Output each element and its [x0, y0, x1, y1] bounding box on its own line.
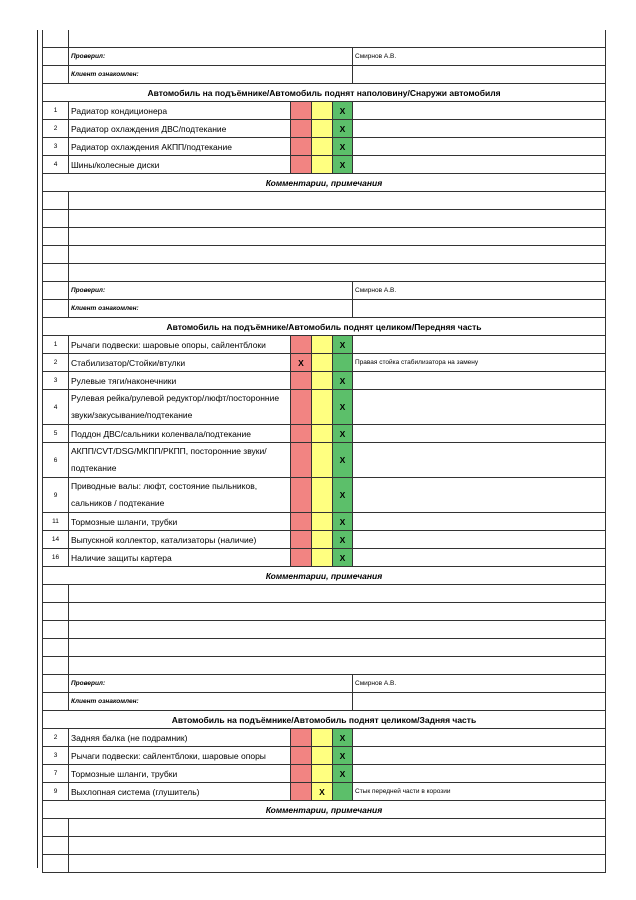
- table-row: [43, 657, 606, 675]
- section-title: Автомобиль на подъёмнике/Автомобиль поднят наполовину/Снаружи автомобиля: [43, 84, 606, 102]
- item-label: Тормозные шланги, трубки: [69, 765, 291, 783]
- status-red-cell[interactable]: [291, 765, 312, 783]
- table-row: [43, 192, 606, 210]
- item-comment[interactable]: [353, 478, 606, 513]
- table-row: [43, 138, 606, 156]
- item-label: Рычаги подвески: сайлентблоки, шаровые опоры: [69, 747, 291, 765]
- item-comment[interactable]: [353, 390, 606, 425]
- table-row: [43, 390, 606, 425]
- item-number: 1: [43, 102, 69, 120]
- item-number: 2: [43, 729, 69, 747]
- item-label: Тормозные шланги, трубки: [69, 513, 291, 531]
- client-signature[interactable]: [353, 693, 606, 711]
- status-yellow-cell[interactable]: [312, 549, 333, 567]
- status-yellow-cell[interactable]: [312, 443, 333, 478]
- status-green-cell[interactable]: X: [333, 102, 353, 120]
- status-red-cell[interactable]: [291, 729, 312, 747]
- table-row: [43, 819, 606, 837]
- item-number: 3: [43, 747, 69, 765]
- blank-cell[interactable]: [69, 246, 606, 264]
- blank-cell[interactable]: [69, 621, 606, 639]
- item-label: Шины/колесные диски: [69, 156, 291, 174]
- table-row: [43, 210, 606, 228]
- status-red-cell[interactable]: [291, 783, 312, 801]
- item-comment[interactable]: [353, 120, 606, 138]
- client-signature[interactable]: [353, 66, 606, 84]
- table-row: [43, 783, 606, 801]
- item-label: Радиатор охлаждения ДВС/подтекание: [69, 120, 291, 138]
- item-number: 7: [43, 765, 69, 783]
- item-comment[interactable]: [353, 729, 606, 747]
- checked-label: Проверил:: [69, 675, 353, 693]
- num-cell: [43, 30, 69, 48]
- status-green-cell[interactable]: X: [333, 390, 353, 425]
- item-label: Стабилизатор/Стойки/втулки: [69, 354, 291, 372]
- num-cell: [43, 837, 69, 855]
- status-yellow-cell[interactable]: [312, 138, 333, 156]
- item-label: Рулевые тяги/наконечники: [69, 372, 291, 390]
- status-green-cell[interactable]: X: [333, 747, 353, 765]
- table-row: [43, 549, 606, 567]
- num-cell: [43, 819, 69, 837]
- num-cell: [43, 264, 69, 282]
- status-green-cell[interactable]: X: [333, 549, 353, 567]
- client-signature[interactable]: [353, 300, 606, 318]
- status-yellow-cell[interactable]: [312, 390, 333, 425]
- status-yellow-cell[interactable]: [312, 336, 333, 354]
- blank-cell[interactable]: [69, 192, 606, 210]
- table-row: [43, 336, 606, 354]
- blank-cell[interactable]: [69, 657, 606, 675]
- comments-header: Комментарии, примечания: [43, 174, 606, 192]
- table-row: [43, 478, 606, 513]
- table-row: [43, 531, 606, 549]
- table-row: [43, 84, 606, 102]
- table-row: [43, 372, 606, 390]
- status-green-cell[interactable]: X: [333, 372, 353, 390]
- comments-header: Комментарии, примечания: [43, 801, 606, 819]
- blank-cell[interactable]: [69, 264, 606, 282]
- status-yellow-cell[interactable]: [312, 156, 333, 174]
- table-row: [43, 639, 606, 657]
- status-red-cell[interactable]: [291, 443, 312, 478]
- status-green-cell[interactable]: X: [333, 478, 353, 513]
- status-yellow-cell[interactable]: X: [312, 783, 333, 801]
- inspector-name: Смирнов А.В.: [353, 675, 606, 693]
- item-number: 9: [43, 478, 69, 513]
- num-cell: [43, 639, 69, 657]
- status-green-cell[interactable]: [333, 354, 353, 372]
- blank-cell[interactable]: [69, 603, 606, 621]
- comments-header: Комментарии, примечания: [43, 567, 606, 585]
- status-green-cell[interactable]: X: [333, 513, 353, 531]
- status-yellow-cell[interactable]: [312, 765, 333, 783]
- status-green-cell[interactable]: X: [333, 156, 353, 174]
- item-label: Радиатор кондиционера: [69, 102, 291, 120]
- client-ack-label: Клиент ознакомлен:: [69, 66, 353, 84]
- status-yellow-cell[interactable]: [312, 354, 333, 372]
- status-green-cell[interactable]: X: [333, 443, 353, 478]
- inspector-name: Смирнов А.В.: [353, 282, 606, 300]
- num-cell: [43, 66, 69, 84]
- status-red-cell[interactable]: [291, 120, 312, 138]
- status-green-cell[interactable]: X: [333, 765, 353, 783]
- status-green-cell[interactable]: X: [333, 336, 353, 354]
- status-yellow-cell[interactable]: [312, 531, 333, 549]
- inspector-name: Смирнов А.В.: [353, 48, 606, 66]
- blank-cell[interactable]: [69, 855, 606, 873]
- table-row: [43, 621, 606, 639]
- table-row: [43, 585, 606, 603]
- table-row: [43, 174, 606, 192]
- status-yellow-cell[interactable]: [312, 747, 333, 765]
- table-row: [43, 246, 606, 264]
- table-row: [43, 765, 606, 783]
- blank-cell: [69, 30, 606, 48]
- table-row: [43, 354, 606, 372]
- num-cell: [43, 621, 69, 639]
- table-row: [43, 48, 606, 66]
- item-label: Радиатор охлаждения АКПП/подтекание: [69, 138, 291, 156]
- status-red-cell[interactable]: [291, 390, 312, 425]
- item-comment[interactable]: [353, 102, 606, 120]
- item-comment[interactable]: [353, 138, 606, 156]
- num-cell: [43, 585, 69, 603]
- table-row: [43, 747, 606, 765]
- status-red-cell[interactable]: [291, 549, 312, 567]
- item-number: 2: [43, 354, 69, 372]
- status-red-cell[interactable]: [291, 102, 312, 120]
- status-green-cell[interactable]: X: [333, 729, 353, 747]
- table-row: [43, 318, 606, 336]
- num-cell: [43, 246, 69, 264]
- num-cell: [43, 300, 69, 318]
- table-row: [43, 567, 606, 585]
- table-row: [43, 66, 606, 84]
- item-number: 2: [43, 120, 69, 138]
- item-label: Рулевая рейка/рулевой редуктор/люфт/посторонние звуки/закусывание/подтекание: [69, 390, 291, 425]
- table-row: [43, 837, 606, 855]
- status-yellow-cell[interactable]: [312, 729, 333, 747]
- blank-cell[interactable]: [69, 639, 606, 657]
- num-cell: [43, 693, 69, 711]
- table-row: [43, 156, 606, 174]
- num-cell: [43, 855, 69, 873]
- num-cell: [43, 192, 69, 210]
- item-comment[interactable]: [353, 372, 606, 390]
- blank-cell[interactable]: [69, 819, 606, 837]
- item-number: 1: [43, 336, 69, 354]
- status-green-cell[interactable]: X: [333, 120, 353, 138]
- item-number: 11: [43, 513, 69, 531]
- num-cell: [43, 657, 69, 675]
- item-number: 9: [43, 783, 69, 801]
- blank-cell[interactable]: [69, 210, 606, 228]
- client-ack-label: Клиент ознакомлен:: [69, 693, 353, 711]
- item-label: Задняя балка (не подрамник): [69, 729, 291, 747]
- section-title: Автомобиль на подъёмнике/Автомобиль поднят целиком/Передняя часть: [43, 318, 606, 336]
- table-row: [43, 30, 606, 48]
- status-red-cell[interactable]: [291, 372, 312, 390]
- item-number: 16: [43, 549, 69, 567]
- num-cell: [43, 228, 69, 246]
- num-cell: [43, 282, 69, 300]
- table-row: [43, 120, 606, 138]
- status-red-cell[interactable]: [291, 425, 312, 443]
- status-red-cell[interactable]: [291, 513, 312, 531]
- table-row: [43, 228, 606, 246]
- inspection-sheet: [42, 30, 605, 873]
- status-yellow-cell[interactable]: [312, 372, 333, 390]
- status-yellow-cell[interactable]: [312, 478, 333, 513]
- item-number: 5: [43, 425, 69, 443]
- table-row: [43, 264, 606, 282]
- item-comment[interactable]: Правая стойка стабилизатора на замену: [353, 354, 606, 372]
- client-ack-label: Клиент ознакомлен:: [69, 300, 353, 318]
- status-yellow-cell[interactable]: [312, 102, 333, 120]
- item-number: 4: [43, 156, 69, 174]
- table-row: [43, 603, 606, 621]
- status-green-cell[interactable]: X: [333, 531, 353, 549]
- item-comment[interactable]: [353, 156, 606, 174]
- table-row: [43, 729, 606, 747]
- checked-label: Проверил:: [69, 282, 353, 300]
- section-title: Автомобиль на подъёмнике/Автомобиль поднят целиком/Задняя часть: [43, 711, 606, 729]
- status-green-cell[interactable]: [333, 783, 353, 801]
- item-label: Выхлопная система (глушитель): [69, 783, 291, 801]
- item-label: Выпускной коллектор, катализаторы (наличие): [69, 531, 291, 549]
- blank-cell[interactable]: [69, 837, 606, 855]
- table-row: [43, 693, 606, 711]
- item-comment[interactable]: [353, 425, 606, 443]
- table-row: [43, 801, 606, 819]
- outer-border: [37, 30, 38, 868]
- item-number: 3: [43, 138, 69, 156]
- item-comment[interactable]: [353, 443, 606, 478]
- status-red-cell[interactable]: [291, 336, 312, 354]
- num-cell: [43, 603, 69, 621]
- item-number: 4: [43, 390, 69, 425]
- inspection-table: [42, 30, 606, 873]
- status-red-cell[interactable]: [291, 156, 312, 174]
- item-label: АКПП/CVT/DSG/МКПП/РКПП, посторонние звуки/ подтекание: [69, 443, 291, 478]
- checked-label: Проверил:: [69, 48, 353, 66]
- status-red-cell[interactable]: [291, 478, 312, 513]
- item-comment[interactable]: Стык передней части в корозии: [353, 783, 606, 801]
- num-cell: [43, 675, 69, 693]
- item-number: 3: [43, 372, 69, 390]
- status-red-cell[interactable]: [291, 747, 312, 765]
- item-label: Приводные валы: люфт, состояние пыльников, сальников / подтекание: [69, 478, 291, 513]
- status-green-cell[interactable]: X: [333, 138, 353, 156]
- item-number: 6: [43, 443, 69, 478]
- status-green-cell[interactable]: X: [333, 425, 353, 443]
- table-row: [43, 102, 606, 120]
- status-red-cell[interactable]: [291, 138, 312, 156]
- item-label: Наличие защиты картера: [69, 549, 291, 567]
- status-yellow-cell[interactable]: [312, 425, 333, 443]
- item-comment[interactable]: [353, 765, 606, 783]
- table-row: [43, 513, 606, 531]
- item-comment[interactable]: [353, 336, 606, 354]
- table-row: [43, 675, 606, 693]
- table-row: [43, 443, 606, 478]
- status-red-cell[interactable]: [291, 531, 312, 549]
- item-label: Рычаги подвески: шаровые опоры, сайлентблоки: [69, 336, 291, 354]
- item-number: 14: [43, 531, 69, 549]
- num-cell: [43, 210, 69, 228]
- status-yellow-cell[interactable]: [312, 513, 333, 531]
- table-row: [43, 300, 606, 318]
- item-comment[interactable]: [353, 747, 606, 765]
- status-red-cell[interactable]: X: [291, 354, 312, 372]
- table-row: [43, 425, 606, 443]
- num-cell: [43, 48, 69, 66]
- table-row: [43, 711, 606, 729]
- item-comment[interactable]: [353, 513, 606, 531]
- table-row: [43, 855, 606, 873]
- blank-cell[interactable]: [69, 228, 606, 246]
- item-comment[interactable]: [353, 549, 606, 567]
- blank-cell[interactable]: [69, 585, 606, 603]
- table-row: [43, 282, 606, 300]
- item-label: Поддон ДВС/сальники коленвала/подтекание: [69, 425, 291, 443]
- item-comment[interactable]: [353, 531, 606, 549]
- status-yellow-cell[interactable]: [312, 120, 333, 138]
